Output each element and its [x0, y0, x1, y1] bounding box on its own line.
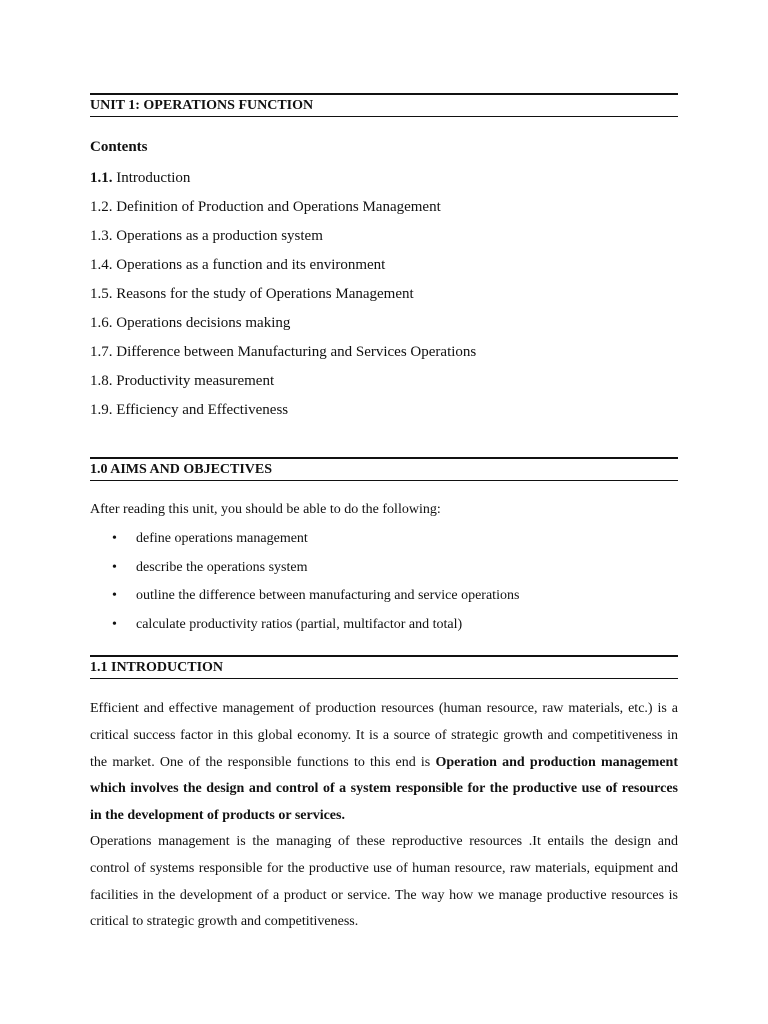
aims-intro: After reading this unit, you should be able to do the following: [90, 502, 441, 517]
list-item-text: outline the difference between manufacturing and service operations [136, 588, 520, 603]
paragraph-text: Efficient and effective management of production resources (human resource, raw materials, etc.) is a critical success factor in this global economy. It is a source of strategic growth and competitiveness in the market. One of the responsible functions to this end is [90, 701, 678, 770]
toc-item [90, 371, 476, 400]
toc-item-number: 1.2. [90, 199, 113, 215]
toc-item-text: Reasons for the study of Operations Management [112, 286, 414, 302]
list-item-text: define operations management [136, 531, 308, 546]
toc-item [90, 400, 476, 429]
introduction-paragraph-2: Operations management is the managing of these reproductive resources .It entails the design and control of systems responsible for the productive use of human resource, raw materials, equipment and facilities in the development of a product or service. The way how we manage productive resources is critical to strategic growth and competitiveness. [90, 834, 678, 930]
list-item [112, 558, 519, 587]
aims-list [112, 529, 519, 643]
list-item [112, 529, 519, 558]
list-item [112, 615, 519, 644]
toc-item-text: Introduction [112, 170, 191, 186]
toc-item-number: 1.4. [90, 257, 113, 273]
aims-heading: 1.0 AIMS AND OBJECTIVES [90, 457, 678, 481]
bullet-icon: • [112, 531, 117, 546]
list-item-text: describe the operations system [136, 559, 308, 575]
toc-item [90, 255, 476, 284]
introduction-paragraph-1 [90, 696, 678, 830]
bullet-icon: • [112, 616, 117, 632]
bullet-icon: • [112, 588, 117, 603]
toc-item-number: 1.7. [90, 344, 113, 360]
table-of-contents [90, 168, 476, 429]
toc-item-number: 1.5. [90, 286, 113, 302]
bullet-icon: • [112, 559, 117, 575]
toc-item-text: Operations decisions making [112, 315, 291, 331]
unit-heading: UNIT 1: OPERATIONS FUNCTION [90, 93, 678, 117]
toc-item-number: 1.9. [90, 402, 113, 418]
toc-item-text: Efficiency and Effectiveness [112, 402, 289, 418]
toc-item [90, 168, 476, 197]
paragraph-emphasis: Operation and production management which involves the design and control of a system responsible for the productive use of resources in the development of products or services. [90, 754, 679, 824]
toc-item-number: 1.1. [90, 170, 113, 186]
toc-item-number: 1.6. [90, 315, 113, 331]
toc-item [90, 284, 476, 313]
toc-item-text: Productivity measurement [112, 373, 275, 389]
toc-item [90, 342, 476, 371]
toc-item-text: Operations as a function and its environment [112, 257, 386, 273]
contents-title: Contents [90, 139, 148, 155]
toc-item-text: Difference between Manufacturing and Services Operations [112, 344, 477, 360]
toc-item [90, 197, 476, 226]
toc-item-number: 1.8. [90, 373, 113, 389]
toc-item-text: Operations as a production system [112, 228, 323, 244]
introduction-heading: 1.1 INTRODUCTION [90, 655, 678, 679]
toc-item [90, 313, 476, 342]
toc-item [90, 226, 476, 255]
list-item [112, 586, 519, 615]
list-item-text: calculate productivity ratios (partial, multifactor and total) [136, 616, 463, 632]
toc-item-text: Definition of Production and Operations Management [112, 199, 441, 215]
toc-item-number: 1.3. [90, 228, 113, 244]
